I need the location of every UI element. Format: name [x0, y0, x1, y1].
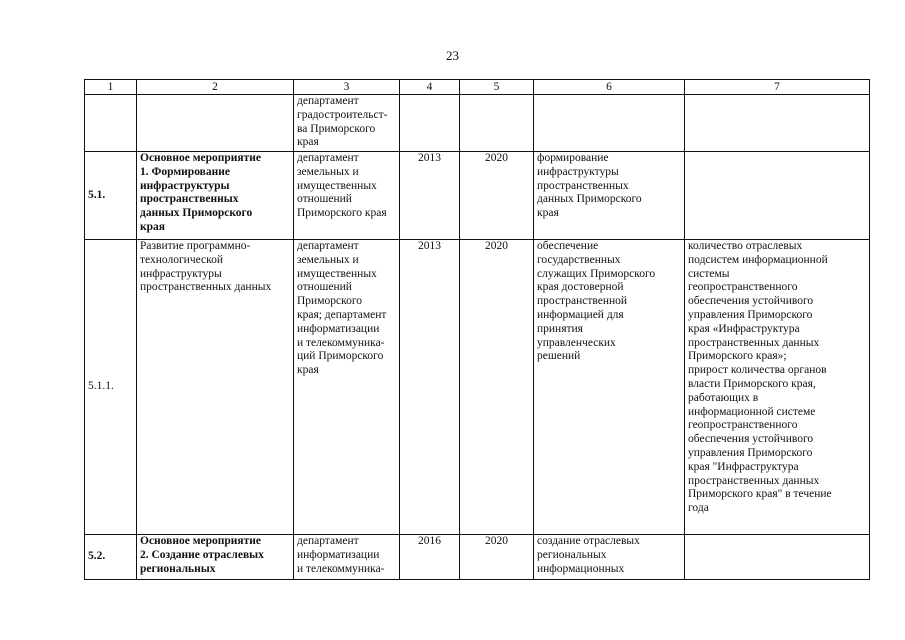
start-year-cell [400, 95, 460, 152]
header-cell-4: 4 [400, 80, 460, 95]
expected-result-cell: создание отраслевых региональных информационных [534, 535, 685, 580]
header-cell-1: 1 [85, 80, 137, 95]
program-activities-table [84, 79, 870, 580]
start-year-cell: 2013 [400, 152, 460, 240]
header-cell-3: 3 [294, 80, 400, 95]
table-row [85, 95, 870, 152]
executor-cell: департамент градостроительст- ва Приморского края [294, 95, 400, 152]
executor-cell: департамент земельных и имущественных отношений Приморского края; департамент информатизации и телекоммуника- ций Приморского края [294, 240, 400, 535]
indicator-cell [685, 535, 870, 580]
header-cell-6: 6 [534, 80, 685, 95]
end-year-cell: 2020 [460, 152, 534, 240]
row-number-cell: 5.1.1. [85, 240, 137, 535]
activity-name-cell: Основное мероприятие 2. Создание отраслевых региональных [137, 535, 294, 580]
table-row [85, 152, 870, 240]
expected-result-cell [534, 95, 685, 152]
indicator-cell [685, 95, 870, 152]
row-number-cell: 5.2. [85, 535, 137, 580]
table-row [85, 535, 870, 580]
indicator-cell [685, 152, 870, 240]
row-number-cell [85, 95, 137, 152]
activity-name-cell: Основное мероприятие 1. Формирование инфраструктуры пространственных данных Приморского края [137, 152, 294, 240]
header-cell-5: 5 [460, 80, 534, 95]
expected-result-cell: обеспечение государственных служащих Приморского края достоверной пространственной информацией для принятия управленческих решений [534, 240, 685, 535]
executor-cell: департамент земельных и имущественных отношений Приморского края [294, 152, 400, 240]
table-header-row [85, 80, 870, 95]
start-year-cell: 2013 [400, 240, 460, 535]
table-row [85, 240, 870, 535]
activity-name-cell: Развитие программно- технологической инфраструктуры пространственных данных [137, 240, 294, 535]
start-year-cell: 2016 [400, 535, 460, 580]
expected-result-cell: формирование инфраструктуры пространственных данных Приморского края [534, 152, 685, 240]
activity-name-cell [137, 95, 294, 152]
header-cell-2: 2 [137, 80, 294, 95]
end-year-cell: 2020 [460, 240, 534, 535]
indicator-cell: количество отраслевых подсистем информационной системы геопространственного обеспечения устойчивого управления Приморского края «Инфраструктура пространственных данных Приморского края»; прирост количества органов власти Приморского края, работающих в информационной системе геопространственного обеспечения устойчивого управления Приморского края "Инфраструктура пространственных данных Приморского края" в течение года [685, 240, 870, 535]
page-number: 23 [446, 48, 459, 63]
header-cell-7: 7 [685, 80, 870, 95]
end-year-cell [460, 95, 534, 152]
row-number-cell: 5.1. [85, 152, 137, 240]
executor-cell: департамент информатизации и телекоммуника- [294, 535, 400, 580]
end-year-cell: 2020 [460, 535, 534, 580]
